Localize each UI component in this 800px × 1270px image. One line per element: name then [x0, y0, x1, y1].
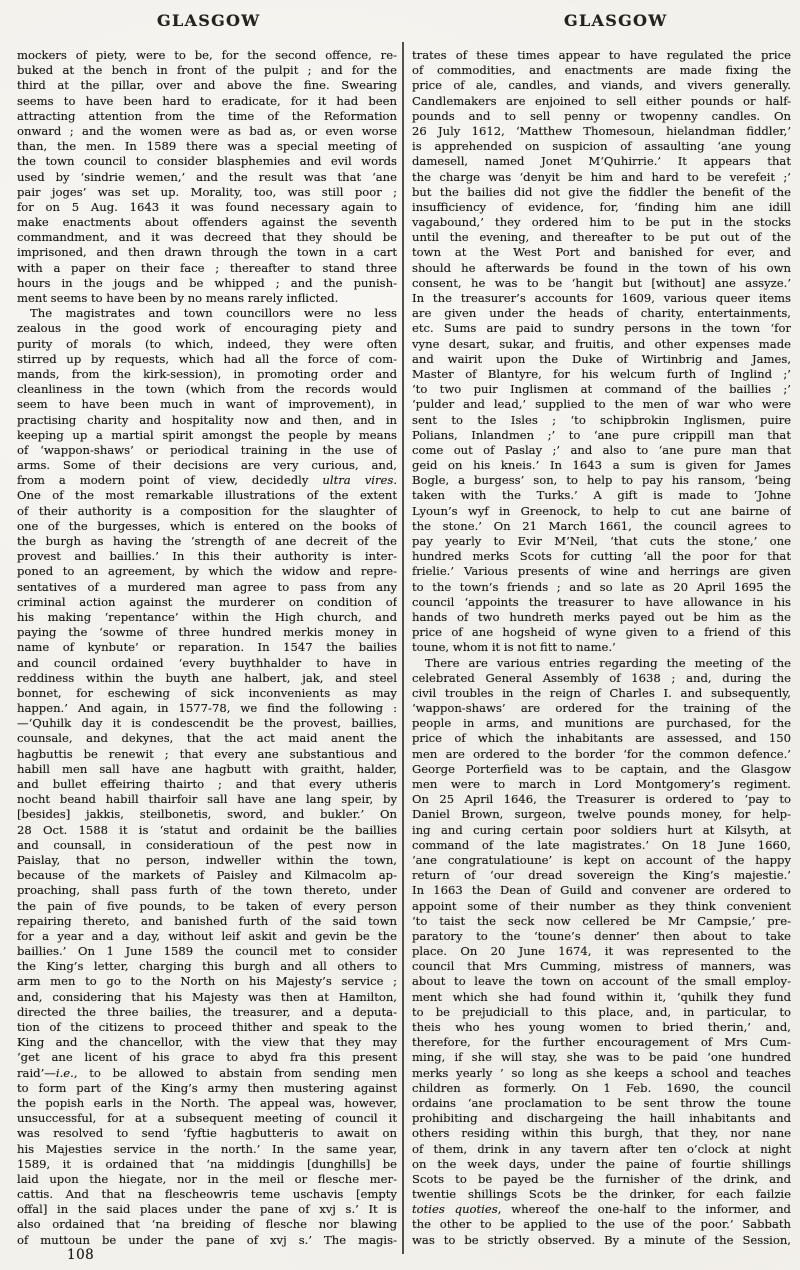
text-line: happen.’ And again, in 1577-78, we find the following :: [17, 701, 397, 716]
text-line: also ordained that ‘na breiding of flesche nor blawing: [17, 1217, 397, 1232]
text-line: geid on his kneis.’ In 1643 a sum is given for James: [412, 458, 791, 473]
text-line: was to be strictly observed. By a minute of the Session,: [412, 1232, 791, 1247]
text-line: repairing thereto, and banished furth of the said town: [17, 913, 397, 928]
text-line: pounds and to sell penny or twopenny candles. On: [412, 108, 791, 123]
text-line: merks yearly ’ so long as she keeps a school and teaches: [412, 1065, 791, 1080]
text-line: Master of Blantyre, for his welcum furth of Inglind ;’: [412, 366, 791, 381]
text-line: his making ‘repentance’ within the High church, and: [17, 609, 397, 624]
text-line: and council ordained ‘every buythhalder to have in: [17, 655, 397, 670]
text-line: Lyoun’s wyf in Greenock, to help to cut ane bairne of: [412, 503, 791, 518]
text-line: hundred merks Scots for cutting ‘all the poor for that: [412, 549, 791, 564]
text-line: arms. Some of their decisions are very curious, and,: [17, 458, 397, 473]
text-line: to be prejudiciall to this place, and, in particular, to: [412, 1004, 791, 1019]
text-line: ming, if she will stay, she was to be paid ‘one hundred: [412, 1050, 791, 1065]
text-line: is apprehended on suspicion of assaulting ‘ane young: [412, 139, 791, 154]
text-line: Daniel Brown, surgeon, twelve pounds money, for help-: [412, 807, 791, 822]
text-line: the burgh as having the ‘strength of ane decreit of the: [17, 534, 397, 548]
text-line: frielie.’ Various presents of wine and herrings are given: [412, 564, 791, 579]
text-line: Polians, Inlandmen ;’ to ‘ane pure crippill man that: [412, 427, 791, 442]
text-line: cleanliness in the town (which from the records would: [17, 382, 397, 397]
text-line: ‘ane congratulatioune’ is kept on account of the happy: [412, 852, 791, 867]
text-line: cattis. And that na flescheowris teme uschavis [empty: [17, 1187, 397, 1202]
text-line: toties quoties, whereof the one-half to the informer, and: [412, 1202, 791, 1217]
text-line: damesell, named Jonet M‘Quhirrie.’ It appears that: [412, 154, 791, 169]
text-line: ordains ‘ane proclamation to be sent throw the toune: [412, 1095, 791, 1110]
text-line: therefore, for the further encouragement of Mrs Cum-: [412, 1035, 791, 1050]
text-line: buked at the bench in front of the pulpit ; and for the: [17, 63, 397, 78]
text-line: proaching, shall pass furth of the town thereto, under: [17, 883, 397, 898]
text-column-left: [17, 48, 397, 1248]
text-line: ‘to taist the seck now cellered be Mr Campsie,’ pre-: [412, 913, 791, 928]
text-line: men were to march in Lord Montgomery’s regiment.: [412, 777, 791, 791]
text-line: sent to the Isles ; ‘to schipbrokin Inglismen, puire: [412, 412, 791, 427]
text-line: on the week days, under the paine of fourtie shillings: [412, 1156, 791, 1171]
text-line: hagbuttis be renewit ; that every ane substantious and: [17, 746, 397, 761]
text-line: with a paper on their face ; thereafter to stand three: [17, 260, 397, 275]
text-line: unsuccessful, for at a subsequent meeting of council it: [17, 1111, 397, 1126]
text-line: In 1663 the Dean of Guild and convener are ordered to: [412, 883, 791, 898]
text-line: ‘wappon-shaws’ are ordered for the training of the: [412, 701, 791, 716]
text-line: vyne desart, sukar, and fruitis, and other expenses made: [412, 336, 791, 351]
text-line: vagabound,’ they ordered him to be put in the stocks: [412, 215, 791, 230]
text-line: —‘Quhilk day it is condescendit be the provest, baillies,: [17, 716, 397, 731]
text-line: bonnet, for eschewing of sick inconvenients as may: [17, 685, 397, 700]
running-title-right: GLASGOW: [564, 11, 668, 30]
text-line: practising charity and hospitality now and then, and in: [17, 412, 397, 427]
text-line: name of kynbute’ or reparation. In 1547 the bailies: [17, 640, 397, 655]
text-line: because of the markets of Paisley and Kilmacolm ap-: [17, 868, 397, 883]
text-line: stirred up by requests, which had all the force of com-: [17, 351, 397, 366]
text-line: about to leave the town on account of the small employ-: [412, 974, 791, 989]
text-line: appoint some of their number as they think convenient: [412, 898, 791, 913]
text-line: provest and baillies.’ In this their authority is inter-: [17, 549, 397, 564]
text-line: ‘get ane licent of his grace to abyd fra this present: [17, 1050, 397, 1065]
text-line: seems to have been hard to eradicate, for it had been: [17, 93, 397, 108]
text-line: until the evening, and thereafter to be put out of the: [412, 230, 791, 245]
text-line: counsale, and dekynes, that the act maid anent the: [17, 731, 397, 746]
text-line: for a year and a day, without leif askit and gevin be the: [17, 928, 397, 943]
text-line: mands, from the kirk-session), in promoting order and: [17, 366, 397, 381]
text-line: poned to an agreement, by which the widow and repre-: [17, 564, 397, 579]
text-line: of commodities, and enactments are made fixing the: [412, 63, 791, 78]
text-line: offal] in the said places under the pane of xvj s.’ It is: [17, 1202, 397, 1217]
text-line: hands of two hundreth merks payed out be him as the: [412, 609, 791, 624]
text-line: [besides] jakkis, steilbonetis, sword, and bukler.’ On: [17, 807, 397, 822]
text-line: for on 5 Aug. 1643 it was found necessary again to: [17, 199, 397, 214]
text-line: arm men to go to the North on his Majesty’s service ;: [17, 974, 397, 989]
text-line: price of which the inhabitants are assessed, and 150: [412, 731, 791, 746]
text-line: attracting attention from the time of the Reformation: [17, 108, 397, 123]
text-line: mockers of piety, were to be, for the second offence, re-: [17, 48, 397, 62]
text-line: third at the pillar, over and above the fine. Swearing: [17, 78, 397, 93]
text-line: one of the burgesses, which is entered on the books of: [17, 518, 397, 533]
text-line: commandment, and it was decreed that they should be: [17, 230, 397, 245]
text-line: to form part of the King’s army then mustering against: [17, 1080, 397, 1095]
text-line: his Majesties service in the north.’ In the same year,: [17, 1141, 397, 1156]
text-line: The magistrates and town councillors were no less: [30, 306, 397, 321]
text-line: paratory to the ‘toune’s denner’ then about to take: [412, 928, 791, 943]
text-line: criminal action against the murderer on condition of: [17, 594, 397, 609]
text-line: taken with the Turks.’ A gift is made to ‘Johne: [412, 488, 791, 503]
text-line: tion of the citizens to proceed thither and speak to the: [17, 1020, 397, 1034]
text-line: ‘to two puir Inglismen at command of the baillies ;’: [412, 382, 791, 397]
text-line: the pain of five pounds, to be taken of every person: [17, 898, 397, 913]
text-line: the King’s letter, charging this burgh and all others to: [17, 959, 397, 974]
text-line: was resolved to send ‘fyftie hagbutteris to await on: [17, 1126, 397, 1141]
text-line: On 25 April 1646, the Treasurer is ordered to ‘pay to: [412, 792, 791, 807]
text-line: There are various entries regarding the meeting of the: [425, 655, 791, 670]
text-line: town at the West Port and banished for ever, and: [412, 245, 791, 260]
text-line: from a modern point of view, decidedly ultra vires.: [17, 473, 397, 488]
text-line: King and the chancellor, with the view that they may: [17, 1035, 397, 1050]
text-line: the stone.’ On 21 March 1661, the council agrees to: [412, 518, 791, 533]
text-line: ment seems to have been by no means rarely inflicted.: [17, 291, 339, 305]
text-line: price of ale, candles, and viands, and vivers generally.: [412, 78, 791, 93]
text-line: directed the three bailies, the treasurer, and a deputa-: [17, 1004, 397, 1019]
text-line: the popish earls in the North. The appeal was, however,: [17, 1095, 397, 1110]
running-title-left: GLASGOW: [157, 11, 261, 30]
text-line: hours in the jougs and be whipped ; and the punish-: [17, 275, 397, 290]
text-column-right: [412, 48, 791, 1248]
text-line: Candlemakers are enjoined to sell either pounds or half-: [412, 93, 791, 108]
text-line: etc. Sums are paid to sundry persons in the town ‘for: [412, 321, 791, 336]
text-line: purity of morals (to which, indeed, they were often: [17, 336, 397, 351]
text-line: laid upon the hiegate, nor in the meil or flesche mer-: [17, 1171, 397, 1186]
text-line: people in arms, and munitions are purchased, for the: [412, 716, 791, 731]
text-line: of them, drink in any tavern after ten o’clock at night: [412, 1141, 791, 1156]
text-line: make enactments about offenders against the seventh: [17, 215, 397, 230]
text-line: command of the late magistrates.’ On 18 June 1660,: [412, 837, 791, 852]
text-line: should he afterwards be found in the town of his own: [412, 260, 791, 275]
text-line: celebrated General Assembly of 1638 ; and, during the: [412, 670, 791, 685]
text-line: place. On 20 June 1674, it was represented to the: [412, 944, 791, 959]
text-line: toune, whom it is not fitt to name.’: [412, 640, 616, 655]
text-line: onward ; and the women were as bad as, or even worse: [17, 123, 397, 138]
text-line: children as formerly. On 1 Feb. 1690, the council: [412, 1080, 791, 1095]
text-line: keeping up a martial spirit amongst the people by means: [17, 427, 397, 442]
text-line: 1589, it is ordained that ‘na middingis [dunghills] be: [17, 1156, 397, 1171]
text-line: seem to have been much in want of improvement), in: [17, 397, 397, 412]
text-line: George Porterfield was to be captain, and the Glasgow: [412, 761, 791, 776]
text-line: prohibiting and dischargeing the haill inhabitants and: [412, 1111, 791, 1126]
text-line: others residing within this burgh, that they, nor nane: [412, 1126, 791, 1141]
text-line: 28 Oct. 1588 it is ‘statut and ordainit be the baillies: [17, 822, 397, 837]
text-line: habill men sall have ane hagbutt with graitht, halder,: [17, 761, 397, 776]
text-line: to the town’s friends ; and so late as 20 April 1695 the: [412, 579, 791, 594]
text-line: civil troubles in the reign of Charles I. and subsequently,: [412, 685, 791, 700]
text-line: the charge was ‘denyit be him and hard to be verefeit ;’: [412, 169, 791, 184]
text-line: imprisoned, and then drawn through the town in a cart: [17, 245, 397, 260]
text-line: men are ordered to the border ‘for the common defence.’: [412, 746, 791, 761]
column-divider: [402, 42, 404, 1254]
text-line: pay yearly to Evir M‘Neil, ‘that cuts the stone,’ one: [412, 534, 791, 548]
text-line: are given under the heads of charity, entertainments,: [412, 306, 791, 321]
text-line: 26 July 1612, ‘Matthew Thomesoun, hielandman fiddler,’: [412, 123, 791, 138]
text-line: council ‘appoints the treasurer to have allowance in his: [412, 594, 791, 609]
text-line: return of ‘our dread sovereign the King’s majestie.’: [412, 868, 791, 883]
text-line: In the treasurer’s accounts for 1609, various queer items: [412, 291, 791, 305]
text-line: used by ‘sindrie wemen,’ and the result was that ‘ane: [17, 169, 397, 184]
page-number: 108: [67, 1247, 95, 1263]
text-line: ment which she had found within it, ‘quhilk they fund: [412, 989, 791, 1004]
text-line: reddiness within the buyth ane halbert, jak, and steel: [17, 670, 397, 685]
text-line: council that Mrs Cumming, mistress of manners, was: [412, 959, 791, 974]
text-line: insufficiency of evidence, for, ‘finding him ane idill: [412, 199, 791, 214]
text-line: theis who hes young women to bried therin,’ and,: [412, 1020, 791, 1034]
text-line: and wairit upon the Duke of Wirtinbrig and James,: [412, 351, 791, 366]
text-line: Scots to be payed be the furnisher of the drink, and: [412, 1171, 791, 1186]
text-line: ‘pulder and lead,’ supplied to the men of war who were: [412, 397, 791, 412]
text-line: Paislay, that no person, indweller within the town,: [17, 852, 397, 867]
text-line: baillies.’ On 1 June 1589 the council met to consider: [17, 944, 397, 959]
text-line: pair joges’ was set up. Morality, too, was still poor ;: [17, 184, 397, 199]
text-line: but the bailies did not give the fiddler the benefit of the: [412, 184, 791, 199]
text-line: raid’—i.e., to be allowed to abstain from sending men: [17, 1065, 397, 1080]
text-line: come out of Paslay ;’ and also to ‘ane pure man that: [412, 442, 791, 457]
text-line: paying the ‘sowme of three hundred merkis money in: [17, 625, 397, 640]
text-line: price of ane hogsheid of wyne given to a friend of this: [412, 625, 791, 640]
text-line: nocht beand habill thairfoir sall have ane lang speir, by: [17, 792, 397, 807]
text-line: One of the most remarkable illustrations of the extent: [17, 488, 397, 503]
text-line: ing and curing certain poor soldiers hurt at Kilsyth, at: [412, 822, 791, 837]
text-line: sentatives of a murdered man agree to pass from any: [17, 579, 397, 594]
text-line: consent, he was to be ‘hangit but [without] ane assyze.’: [412, 275, 791, 290]
text-line: and, considering that his Majesty was then at Hamilton,: [17, 989, 397, 1004]
text-line: of their authority is a composition for the slaughter of: [17, 503, 397, 518]
text-line: zealous in the good work of encouraging piety and: [17, 321, 397, 336]
text-line: twentie shillings Scots be the drinker, for each failzie: [412, 1187, 791, 1202]
text-line: of muttoun be under the pane of xvj s.’ The magis-: [17, 1232, 397, 1247]
text-line: trates of these times appear to have regulated the price: [412, 48, 791, 62]
text-line: of ‘wappon-shaws’ or periodical training in the use of: [17, 442, 397, 457]
text-line: and counsall, in consideratioun of the pest now in: [17, 837, 397, 852]
text-line: the town council to consider blasphemies and evil words: [17, 154, 397, 169]
text-line: than, the men. In 1589 there was a special meeting of: [17, 139, 397, 154]
text-line: the other to be applied to the use of the poor.’ Sabbath: [412, 1217, 791, 1232]
text-line: Bogle, a burgess’ son, to help to pay his ransom, ‘being: [412, 473, 791, 488]
text-line: and bullet effeiring thairto ; and that every utheris: [17, 777, 397, 791]
